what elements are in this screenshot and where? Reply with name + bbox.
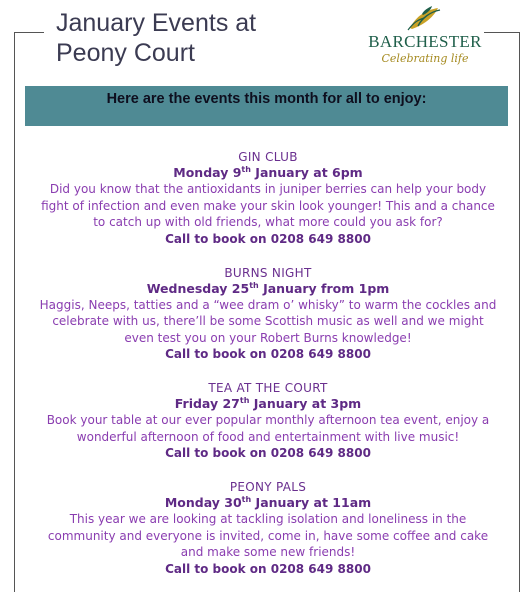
event-booking-phone: Call to book on 0208 649 8800 (165, 446, 371, 460)
page-title-line-1: January Events at (56, 9, 257, 37)
frame-left-border (14, 32, 15, 592)
banner-text: Here are the events this month for all to enjoy: (106, 91, 427, 107)
event-date: Monday 30th January at 11am (164, 494, 372, 510)
banner (25, 86, 508, 126)
event-description: This year we are looking at tackling isolation and loneliness in the community and everyone is invited, come in, have some coffee and cake and make some new friends! (47, 512, 489, 559)
event-name: GIN CLUB (238, 150, 298, 164)
event-description: Book your table at our ever popular monthly afternoon tea event, enjoy a wonderful afternoon of food and entertainment with live music! (46, 413, 490, 444)
frame-right-border (519, 32, 520, 592)
event-list (38, 150, 498, 596)
logo-name: BARCHESTER (368, 32, 482, 51)
event-date: Friday 27th January at 3pm (174, 395, 362, 411)
event-peony-pals (38, 480, 498, 577)
event-date: Monday 9th January at 6pm (173, 164, 363, 180)
event-tea-at-the-court (38, 381, 498, 461)
page-title (56, 8, 356, 68)
event-name: TEA AT THE COURT (208, 381, 328, 395)
barchester-logo (360, 4, 490, 70)
frame-top-left-border (14, 32, 44, 33)
event-booking-phone: Call to book on 0208 649 8800 (165, 561, 371, 576)
event-gin-club (38, 150, 498, 247)
event-description: Haggis, Neeps, tatties and a “wee dram o’ whisky” to warm the cockles and celebrate with us, there’ll be some Scottish music as well and we might even test you on your Robert Burns knowledge! (39, 297, 497, 345)
event-description: Did you know that the antioxidants in juniper berries can help your body fight of infection and even make your skin look younger! This and a chance to catch up with old friends, what more could you ask for? (41, 182, 495, 229)
event-name: PEONY PALS (229, 480, 307, 494)
event-name: BURNS NIGHT (224, 265, 312, 280)
event-booking-phone: Call to book on 0208 649 8800 (165, 347, 371, 361)
event-date: Wednesday 25th January from 1pm (146, 280, 390, 296)
event-burns-night (38, 266, 498, 363)
page-title-line-2: Peony Court (56, 39, 195, 67)
event-booking-phone: Call to book on 0208 649 8800 (165, 231, 371, 246)
leaf-icon (404, 4, 444, 32)
logo-tagline: Celebrating life (381, 52, 469, 65)
